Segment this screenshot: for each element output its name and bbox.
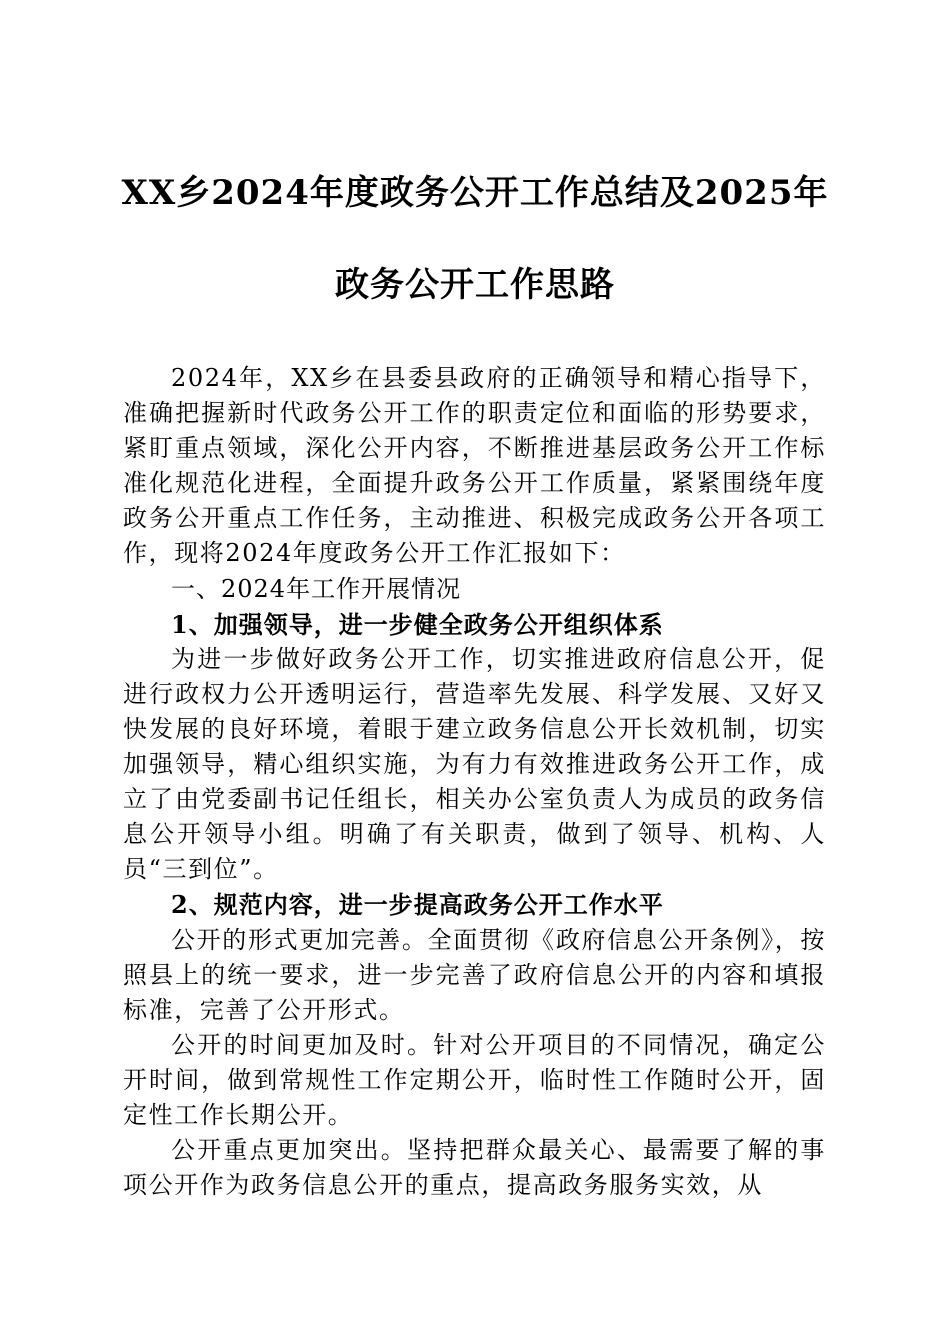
subsection-heading-1: 1、加强领导，进一步健全政务公开组织体系 (171, 609, 664, 639)
document-title-line-1: XX乡2024年度政务公开工作总结及2025年 (121, 173, 829, 213)
subsection-2-paragraph-2: 公开的时间更加及时。针对公开项目的不同情况，确定公开时间，做到常规性工作定期公开，临时性工作随时公开，固定性工作长期公开。 (123, 1030, 826, 1129)
section-heading-1: 一、2024年工作开展情况 (171, 574, 462, 603)
subsection-heading-2: 2、规范内容，进一步提高政务公开工作水平 (171, 890, 664, 920)
subsection-2-paragraph-3: 公开重点更加突出。坚持把群众最关心、最需要了解的事项公开作为政务信息公开的重点，提高政务服务实效，从 (123, 1136, 826, 1200)
intro-paragraph: 2024年，XX乡在县委县政府的正确领导和精心指导下，准确把握新时代政务公开工作的职责定位和面临的形势要求，紧盯重点领域，深化公开内容，不断推进基层政务公开工作标准化规范化进程，全面提升政务公开工作质量，紧紧围绕年度政务公开重点工作任务，主动推进、积极完成政务公开各项工作，现将2024年度政务公开工作汇报如下： (123, 364, 826, 568)
subsection-2-paragraph-1: 公开的形式更加完善。全面贯彻《政府信息公开条例》，按照县上的统一要求，进一步完善了政府信息公开的内容和填报标准，完善了公开形式。 (123, 925, 826, 1024)
document-title-line-2: 政务公开工作思路 (335, 265, 615, 305)
subsection-1-paragraph: 为进一步做好政务公开工作，切实推进政府信息公开，促进行政权力公开透明运行，营造率先发展、科学发展、又好又快发展的良好环境，着眼于建立政务信息公开长效机制，切实加强领导，精心组织实施，为有力有效推进政务公开工作，成立了由党委副书记任组长，相关办公室负责人为成员的政务信息公开领导小组。明确了有关职责，做到了领导、机构、人员“三到位”。 (123, 644, 826, 884)
document-body (123, 361, 826, 1203)
